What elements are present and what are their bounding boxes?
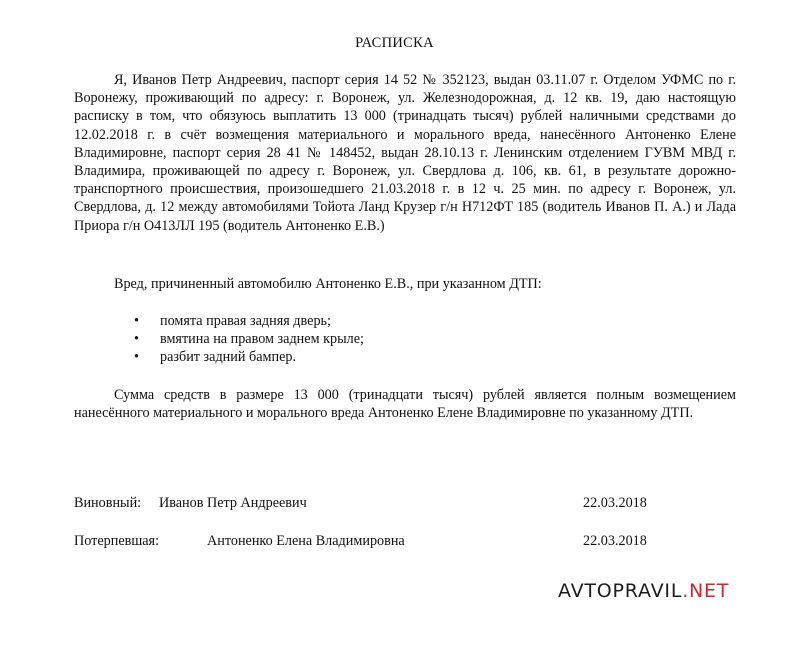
site-watermark	[558, 580, 729, 602]
damage-item: • помята правая задняя дверь;	[130, 312, 364, 330]
signature-row-guilty	[74, 495, 674, 515]
damage-list	[130, 312, 364, 367]
watermark-main-text: AVTOPRAVIL	[558, 580, 683, 602]
damage-intro: Вред, причиненный автомобилю Антоненко Е.В., при указанном ДТП:	[114, 276, 542, 292]
signature-name: Антоненко Елена Владимировна	[207, 533, 405, 549]
signature-role: Потерпевшая:	[74, 533, 160, 549]
damage-item: • разбит задний бампер.	[130, 348, 364, 366]
signature-name: Иванов Петр Андреевич	[159, 495, 307, 511]
document-title: РАСПИСКА	[355, 35, 434, 51]
signature-date: 22.03.2018	[583, 495, 647, 511]
main-paragraph: Я, Иванов Петр Андреевич, паспорт серия 14 52 № 352123, выдан 03.11.07 г. Отделом УФМС по г. Воронежу, проживающий по адресу: г. Воронеж, ул. Железнодорожная, д. 12 кв. 19, даю настоящую расписку в том, что обязуюсь выплатить 13 000 (тринадцать тысяч) рублей наличными средствами до 12.02.2018 г. в счёт возмещения материального и морального вреда, нанесённого Антоненко Елене Владимировне, паспорт серия 28 41 № 148452, выдан 28.10.13 г. Ленинским отделением ГУВМ МВД г. Владимира, проживающей по адресу г. Воронеж, ул. Свердлова д. 106, кв. 61, в результате дорожно-транспортного происшествия, произошедшего 21.03.2018 г. в 12 ч. 25 мин. по адресу г. Воронеж, ул. Свердлова, д. 12 между автомобилями Тойота Ланд Крузер г/н Н712ФТ 185 (водитель Иванов П. А.) и Лада Приора г/н О413ЛЛ 195 (водитель Антоненко Е.В.)	[74, 72, 736, 234]
signature-row-victim	[74, 533, 674, 553]
sum-paragraph: Сумма средств в размере 13 000 (тринадцати тысяч) рублей является полным возмещением нанесённого материального и морального вреда Антоненко Елене Владимировне по указанному ДТП.	[74, 387, 736, 422]
damage-item: • вмятина на правом заднем крыле;	[130, 330, 364, 348]
signature-date: 22.03.2018	[583, 533, 647, 549]
signature-role: Виновный:	[74, 495, 142, 511]
watermark-accent-text: .NET	[682, 580, 730, 602]
